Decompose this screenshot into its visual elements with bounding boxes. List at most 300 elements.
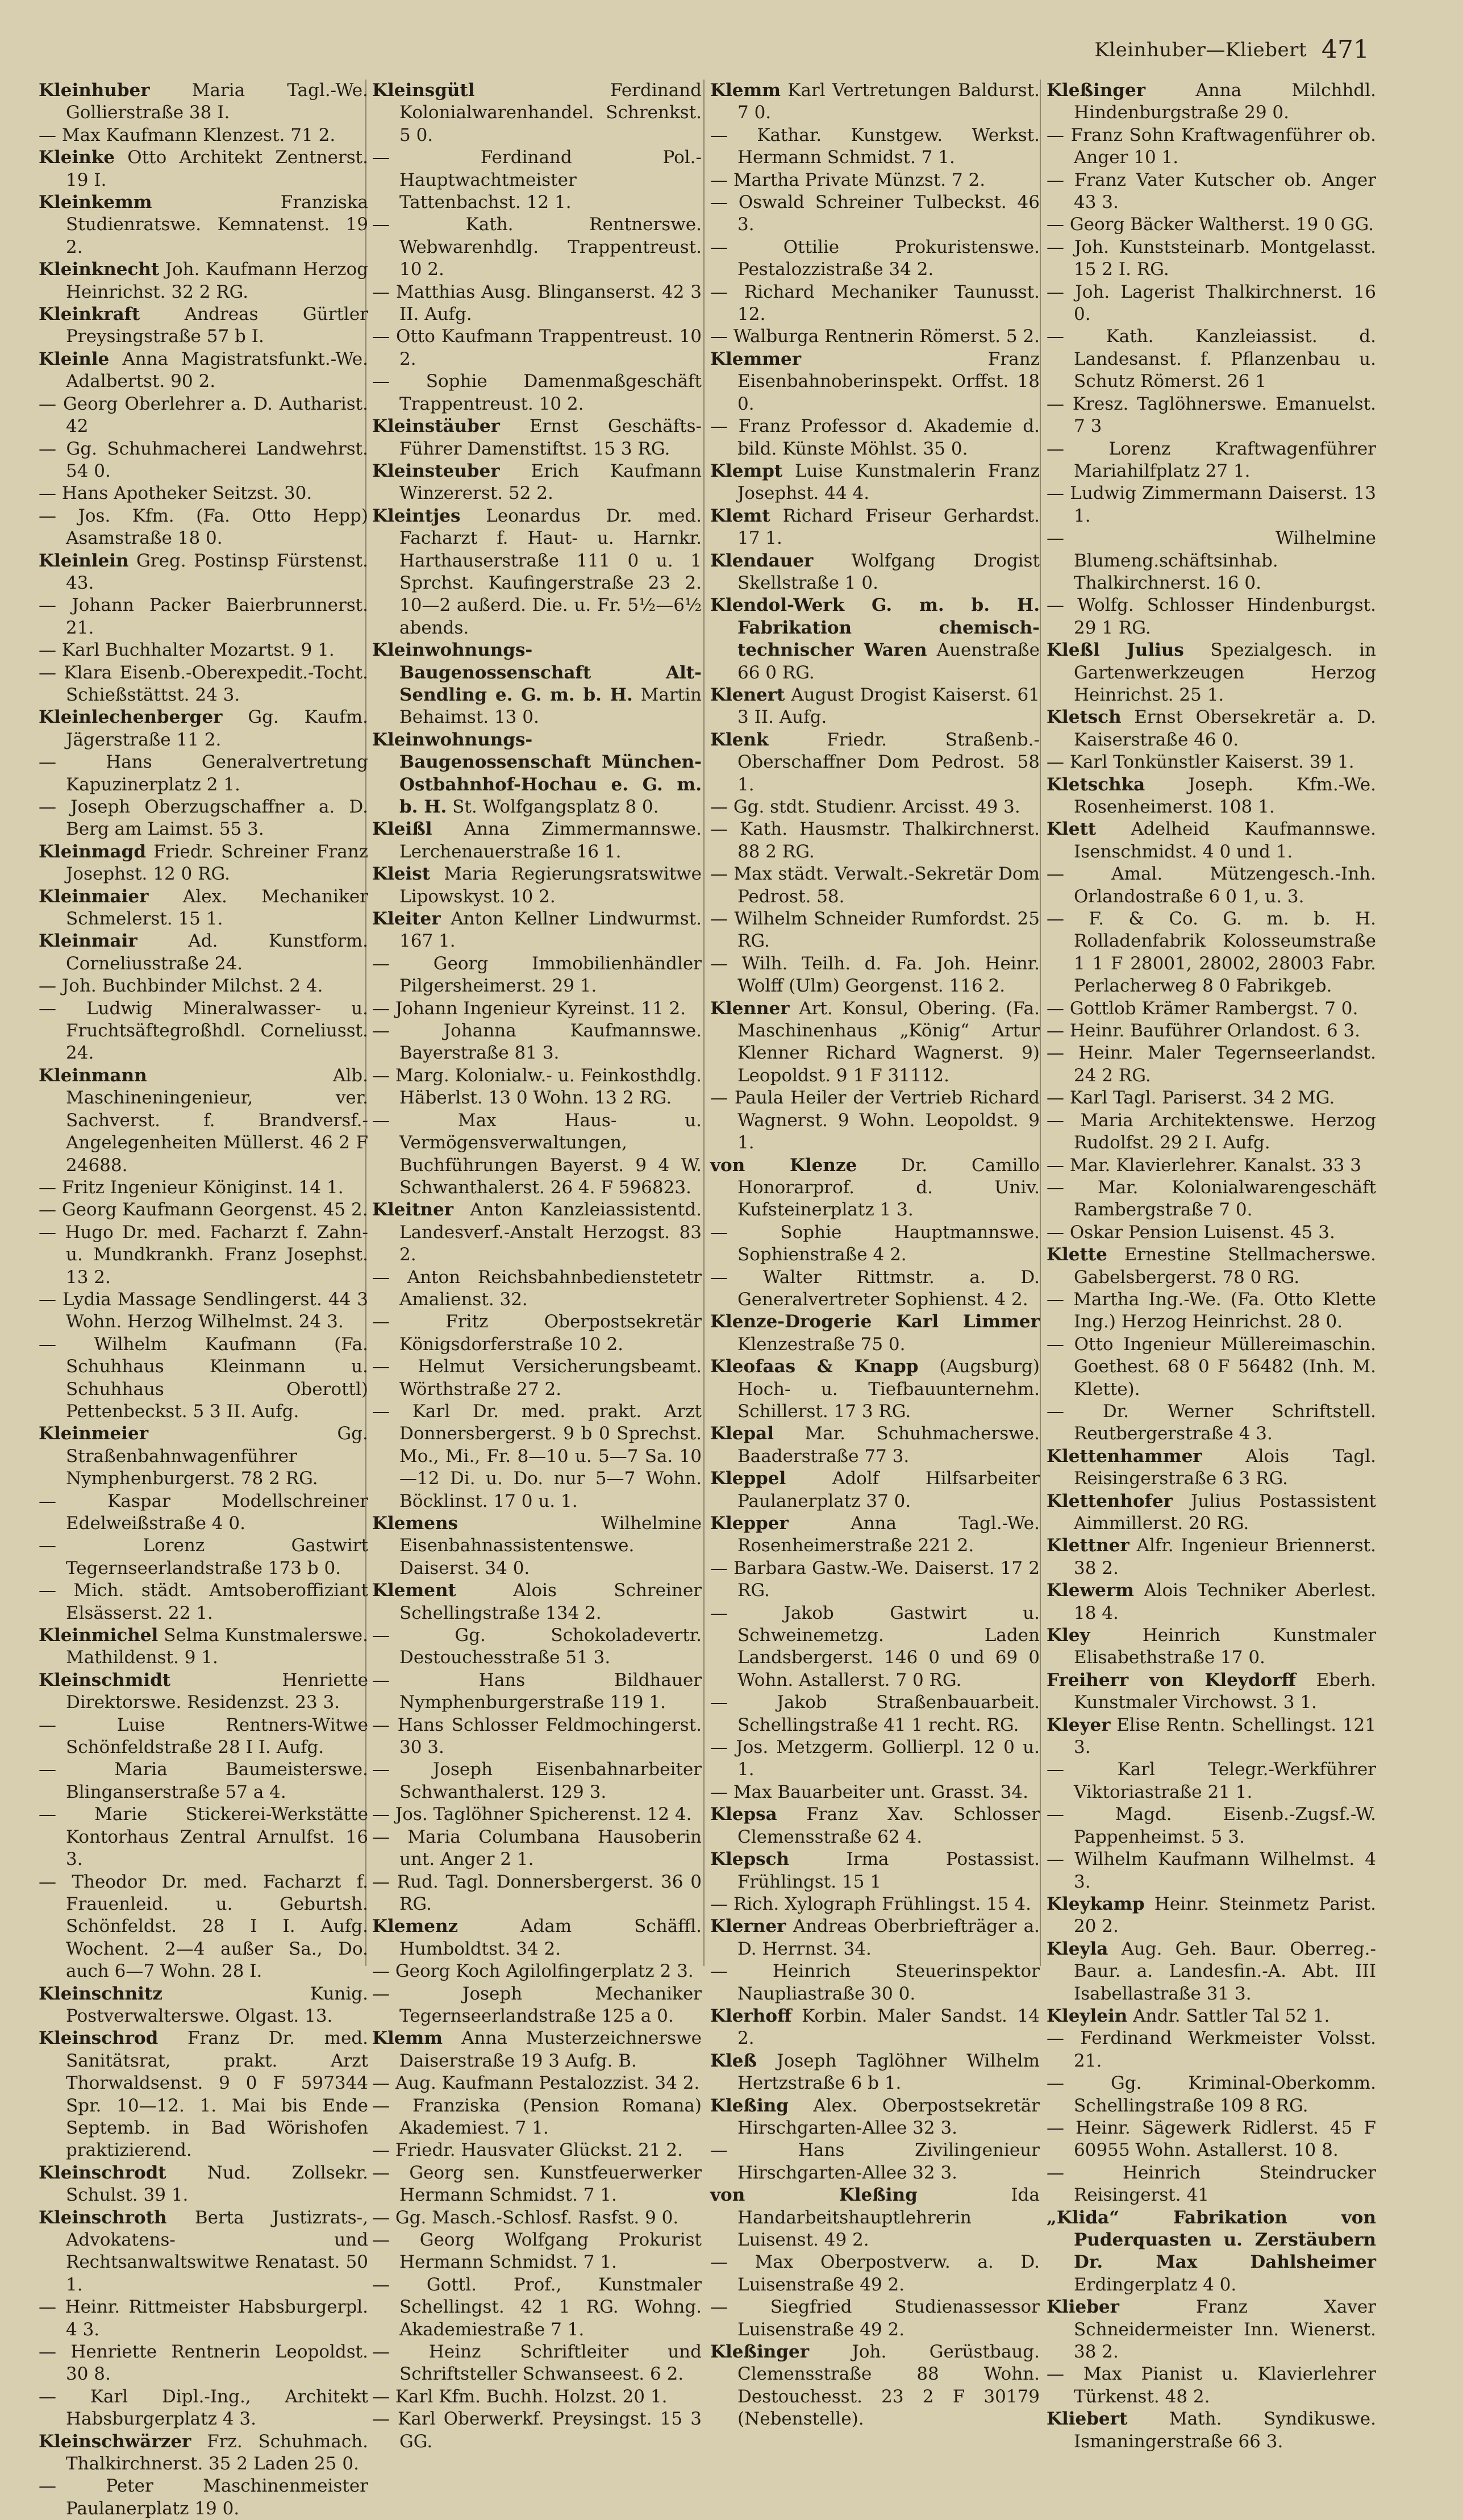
entry-surname: Kleyla [1047,1938,1108,1959]
entry-surname: Kleinlein [39,550,129,571]
entry-surname: Kleinschnitz [39,1983,162,2004]
entry-text: — Hans Generalvertretung Kapuzinerplatz 2 1. [39,752,368,795]
directory-entry [710,2005,1040,2050]
entry-text: — Mich. städt. Amtsoberoffiziant Elsässerst. 22 1. [39,1580,368,1623]
entry-surname: Kleßinger [1047,80,1146,101]
directory-entry [39,1580,368,1625]
directory-entry [710,2184,1040,2251]
directory-entry [372,953,702,998]
directory-entry [1047,124,1376,169]
entry-text: — Max Haus- u. Vermögensverwaltungen, Buchführungen Bayerst. 9 4 W. Schwanthalerst. 26 4. F 596823. [372,1110,702,1198]
entry-text: — Barbara Gastw.-We. Daiserst. 17 2 RG. [710,1557,1040,1601]
directory-entry [1047,438,1376,483]
entry-surname: Kleinwohnungs-Baugenossenschaft München-Ostbahnhof-Hochau e. G. m. b. H. [372,729,702,817]
entry-text: — Franz Professor d. Akademie d. bild. Künste Möhlst. 35 0. [710,416,1040,459]
entry-surname: Kleinhuber [39,80,150,101]
entry-text: Frz. Schuhmach. Thalkirchnerst. 35 2 Laden 25 0. [66,2431,369,2475]
directory-entry [372,1580,702,1625]
column-2 [372,80,702,2452]
entry-text: Henriette Direktorswe. Residenzst. 23 3. [66,1669,368,1713]
directory-entry [372,326,702,370]
directory-entry [1047,1020,1376,1042]
entry-text: — Jos. Kfm. (Fa. Otto Hepp) Asamstraße 18 0. [39,505,368,549]
directory-entry [372,2341,702,2386]
entry-surname: Klendauer [710,550,814,571]
directory-entry [372,908,702,953]
directory-entry [710,348,1040,415]
entry-text: — Wilhelm Schneider Rumfordst. 25 RG. [710,909,1040,952]
directory-entry [1047,2296,1376,2363]
entry-text: Anna Musterzeichnerswe Daiserstraße 19 3 Aufg. B. [399,2028,702,2071]
entry-text: — Joh. Lagerist Thalkirchnerst. 16 0. [1047,281,1376,325]
directory-entry [1047,393,1376,438]
column-rule [1040,80,1041,1966]
entry-text: Korbin. Maler Sandst. 14 2. [737,2005,1040,2049]
entry-text: Leonardus Dr. med. Facharzt f. Haut- u. Harnkr. Harthauserstraße 111 0 u. 1 Sprchst. Kaufingerstraße 23 2. 10—2 außerd. Die. u. Fr. 5½—6½ abends. [399,505,702,638]
entry-surname: Klemmer [710,348,802,369]
entry-surname: Klepper [710,1513,789,1534]
entry-text: — Karl Dipl.-Ing., Architekt Habsburgerplatz 4 3. [39,2386,368,2430]
entry-text: — Georg sen. Kunstfeuerwerker Hermann Schmidst. 7 1. [372,2162,702,2206]
entry-text: — Martha Ing.-We. (Fa. Otto Klette Ing.) Herzog Heinrichst. 28 0. [1047,1289,1376,1332]
directory-entry [39,1714,368,1759]
directory-entry [39,438,368,483]
directory-entry [39,662,368,707]
entry-text: Klenzestraße 75 0. [737,1334,906,1355]
entry-surname: Kleinsteuber [372,460,500,481]
entry-text: Ferdinand Kolonialwarenhandel. Schrenkst. 5 0. [399,80,702,145]
entry-text: — Aug. Kaufmann Pestalozzist. 34 2. [372,2073,700,2094]
entry-surname: Kletsch [1047,707,1122,728]
entry-text: Richard Friseur Gerhardst. 17 1. [737,505,1040,549]
entry-surname: Klepal [710,1423,774,1444]
directory-entry [710,2095,1040,2140]
entry-text: Friedr. Schreiner Franz Josephst. 12 0 RG. [66,841,368,885]
entry-surname: Kleyer [1047,1714,1111,1735]
entry-text: Dr. Camillo Honorarprof. d. Univ. Kufsteinerplatz 1 3. [737,1155,1040,1221]
entry-surname: von Klenze [710,1155,857,1176]
directory-entry [1047,1938,1376,2005]
entry-text: Anna Magistratsfunkt.-We. Adalbertst. 90 2. [66,348,369,392]
directory-entry [372,729,702,819]
directory-entry [710,1960,1040,2005]
directory-entry [372,1759,702,1803]
entry-text: Anna Tagl.-We. Rosenheimerstraße 221 2. [737,1513,1040,1556]
entry-text: Ernst Obersekretär a. D. Kaiserstraße 46 0. [1074,707,1376,750]
directory-entry [372,1960,702,1982]
directory-entry [710,998,1040,1088]
directory-entry [39,124,368,147]
directory-entry [372,2139,702,2161]
entry-text: Alfr. Ingenieur Briennerst. 38 2. [1074,1535,1376,1578]
directory-entry [39,1625,368,1669]
entry-text: — Karl Tagl. Pariserst. 34 2 MG. [1047,1088,1335,1109]
directory-entry [372,1311,702,1356]
entry-surname: Klenert [710,684,785,705]
directory-entry [372,1669,702,1714]
directory-entry [372,147,702,214]
directory-entry [710,1468,1040,1513]
directory-entry [1047,1446,1376,1490]
entry-surname: von Kleßing [710,2185,918,2206]
entry-text: — Karl Buchhalter Mozartst. 9 1. [39,640,335,661]
entry-text: — Franziska (Pension Romana) Akademiest. 7 1. [372,2095,702,2138]
entry-surname: Kleinschroth [39,2207,167,2228]
directory-entry [1047,594,1376,639]
directory-entry [372,1199,702,1266]
entry-text: Andr. Sattler Tal 52 1. [1133,2005,1330,2026]
page-header [1094,35,1369,64]
entry-surname: Kleinke [39,147,115,168]
directory-entry [372,2274,702,2341]
entry-text: — Maria Architektenswe. Herzog Rudolfst. 29 2 I. Aufg. [1047,1110,1376,1153]
entry-text: — Lorenz Gastwirt Tegernseerlandstraße 173 b 0. [39,1535,368,1578]
entry-text: — Helmut Versicherungsbeamt. Wörthstraße 27 2. [372,1356,702,1399]
column-rule [703,80,705,1966]
entry-surname: Klett [1047,819,1097,840]
directory-entry [39,796,368,841]
running-head: Kleinhuber—Kliebert [1094,39,1307,61]
entry-text: — Jos. Taglöhner Spicherenst. 12 4. [372,1804,692,1825]
directory-entry [1047,2117,1376,2162]
directory-entry [1047,1110,1376,1155]
entry-surname: Klette [1047,1244,1107,1265]
directory-entry [710,953,1040,998]
entry-text: Alois Schreiner Schellingstraße 134 2. [399,1580,702,1623]
directory-entry [372,80,702,147]
directory-entry [372,863,702,908]
directory-entry [1047,236,1376,281]
directory-entry [39,1535,368,1580]
entry-text: — Joh. Kunststeinarb. Montgelasst. 15 2 I. RG. [1047,236,1376,280]
directory-entry [39,886,368,931]
directory-entry [1047,639,1376,706]
entry-text: Irma Postassist. Frühlingst. 15 1 [737,1849,1040,1892]
entry-text: — Kresz. Taglöhnerswe. Emanuelst. 7 3 [1047,393,1376,437]
directory-entry [710,236,1040,281]
directory-entry [372,460,702,505]
directory-entry [39,751,368,796]
directory-entry [710,1803,1040,1848]
directory-entry [710,326,1040,348]
entry-text: Aug. Geh. Baur. Oberreg.-Baur. a. Landesfin.-A. Abt. III Isabellastraße 31 3. [1074,1938,1376,2004]
entry-text: Selma Kunstmalerswe. Mathildenst. 9 1. [66,1625,368,1668]
directory-entry [1047,1893,1376,1938]
directory-entry [39,930,368,975]
directory-entry [1047,1222,1376,1244]
entry-text: — Heinr. Bauführer Orlandost. 6 3. [1047,1021,1361,1042]
directory-entry [372,1020,702,1065]
directory-entry [710,1356,1040,1423]
directory-entry [710,1311,1040,1356]
directory-entry [710,2296,1040,2341]
entry-surname: Klepsch [710,1849,789,1870]
directory-entry [372,370,702,415]
entry-text: Andreas Oberbriefträger a. D. Herrnst. 34. [737,1916,1040,1959]
entry-text: — Mar. Kolonialwarengeschäft Rambergstraße 7 0. [1047,1177,1376,1221]
entry-text: — Hans Schlosser Feldmochingerst. 30 3. [372,1714,702,1758]
entry-surname: Kleppel [710,1468,786,1489]
directory-entry [1047,706,1376,751]
entry-text: — Max Oberpostverw. a. D. Luisenstraße 49 2. [710,2252,1040,2295]
directory-entry [39,482,368,505]
directory-entry [710,796,1040,818]
entry-surname: Kleißl [372,819,432,840]
entry-text: Franziska Studienratswe. Kemnatenst. 19 2. [66,192,368,257]
directory-entry [1047,281,1376,326]
entry-surname: Kleinmair [39,931,137,952]
directory-entry [39,706,368,751]
entry-surname: Kleinwohnungs-Baugenossenschaft Alt-Sendling e. G. m. b. H. [372,640,702,705]
directory-entry [710,908,1040,953]
directory-entry [39,1199,368,1221]
directory-entry [1047,1289,1376,1334]
entry-text: Franz Eisenbahnoberinspekt. Orffst. 18 0. [737,348,1040,414]
entry-text: — Magd. Eisenb.-Zugsf.-W. Pappenheimst. 5 3. [1047,1804,1376,1847]
directory-entry [39,1423,368,1490]
entry-text: Kunig. Postverwalterswe. Olgast. 13. [66,1983,368,2026]
directory-entry [710,2251,1040,2296]
entry-text: — Friedr. Hausvater Glückst. 21 2. [372,2140,683,2161]
entry-text: Wolfgang Drogist Skellstraße 1 0. [737,550,1040,593]
entry-text: — Heinz Schriftleiter und Schriftsteller Schwanseest. 6 2. [372,2342,702,2385]
directory-entry [710,818,1040,863]
entry-text: — Johanna Kaufmannswe. Bayerstraße 81 3. [372,1021,702,1064]
directory-entry [1047,1177,1376,1222]
entry-surname: Kleinmagd [39,841,146,862]
directory-entry [39,2475,368,2520]
directory-entry [372,2072,702,2094]
directory-entry [39,639,368,661]
directory-entry [39,2341,368,2386]
entry-surname: Kleinle [39,348,110,369]
entry-text: — Lydia Massage Sendlingerst. 44 3 Wohn. Herzog Wilhelmst. 24 3. [39,1289,368,1332]
entry-surname: Kleist [372,864,430,885]
entry-text: — Lorenz Kraftwagenführer Mariahilfplatz 27 1. [1047,438,1376,481]
entry-text: — Oswald Schreiner Tulbeckst. 46 3. [710,192,1040,235]
entry-text: — Gg. Schuhmacherei Landwehrst. 54 0. [39,438,368,481]
column-4 [1047,80,1377,2452]
entry-text: Ida Handarbeitshauptlehrerin Luisenst. 49 2. [737,2185,1040,2250]
directory-entry [372,2027,702,2072]
entry-text: — Kath. Rentnerswe. Webwarenhdlg. Trappentreust. 10 2. [372,214,702,280]
directory-entry [710,2341,1040,2431]
entry-surname: Klettenhammer [1047,1446,1202,1467]
directory-entry [39,1669,368,1714]
entry-surname: Freiherr von Kleydorff [1047,1669,1296,1690]
entry-text: — Walburga Rentnerin Römerst. 5 2. [710,326,1040,347]
entry-text: — Anton Reichsbahnbedienstetetr Amalienst. 32. [372,1267,702,1310]
entry-text: Berta Justizrats-, Advokatens- und Rechtsanwaltswitwe Renatast. 50 1. [66,2207,368,2295]
directory-entry [1047,1759,1376,1803]
entry-surname: Kleinlechenberger [39,707,223,728]
entry-text: — Fritz Oberpostsekretär Königsdorferstraße 10 2. [372,1311,702,1355]
entry-text: — Walter Rittmstr. a. D. Generalvertreter Sophienst. 4 2. [710,1267,1040,1310]
entry-text: Alex. Mechaniker Schmelerst. 15 1. [66,886,368,930]
directory-entry [39,1803,368,1871]
entry-surname: Klepsa [710,1804,777,1825]
entry-text: — Ludwig Mineralwasser- u. Fruchtsäftegroßhdl. Corneliusst. 24. [39,998,368,1064]
entry-text: — Gg. Masch.-Schlosf. Rasfst. 9 0. [372,2207,679,2228]
entry-text: — Sophie Hauptmannswe. Sophienstraße 4 2. [710,1222,1040,1265]
entry-text: Franz Dr. med. Sanitätsrat, prakt. Arzt Thorwaldsenst. 9 0 F 597344 Spr. 10—12. 1. Mai bis Ende Septemb. in Bad Wörishofen praktizierend. [66,2028,368,2161]
entry-text: — Theodor Dr. med. Facharzt f. Frauenleid. u. Geburtsh. Schönfeldst. 28 I I. Aufg. Wochent. 2—4 außer Sa., Do. auch 6—7 Wohn. 28 I. [39,1871,368,1982]
entry-text: — Rich. Xylograph Frühlingst. 15 4. [710,1893,1031,1914]
entry-surname: Klempt [710,460,783,481]
directory-entry [39,1490,368,1535]
directory-entry [1047,1580,1376,1625]
directory-entry [710,1602,1040,1692]
directory-entry [372,2207,702,2229]
entry-text: — Gottl. Prof., Kunstmaler Schellingst. 42 1 RG. Wohng. Akademiestraße 7 1. [372,2274,702,2340]
directory-entry [710,281,1040,326]
entry-text: Maria Tagl.-We. Gollierstraße 38 I. [66,80,368,123]
entry-text: Auenstraße 66 0 RG. [737,640,1040,683]
directory-entry [39,2296,368,2341]
entry-surname: Kleinmeier [39,1423,149,1444]
directory-entry [710,1848,1040,1893]
entry-text: — Marie Stickerei-Werkstätte Kontorhaus Zentral Arnulfst. 16 3. [39,1804,368,1870]
directory-entry [710,1513,1040,1557]
entry-surname: Kleinsgütl [372,80,475,101]
directory-entry [372,2162,702,2207]
entry-text: Anton Kanzleiassistentd. Landesverf.-Anstalt Herzogst. 83 2. [399,1199,702,1265]
entry-text: Heinrich Kunstmaler Elisabethstraße 17 0. [1074,1625,1377,1668]
directory-entry [39,1334,368,1423]
entry-surname: Kleintjes [372,505,461,526]
directory-entry [1047,1848,1376,1893]
directory-entry [710,460,1040,505]
directory-entry [372,281,702,326]
entry-text: — Rud. Tagl. Donnersbergerst. 36 0 RG. [372,1871,702,1914]
directory-entry [1047,1490,1376,1535]
entry-text: — Johann Ingenieur Kyreinst. 11 2. [372,998,686,1019]
entry-surname: Klement [372,1580,456,1601]
entry-text: Anna Zimmermannswe. Lerchenauerstraße 16 1. [399,819,702,862]
entry-text: — Georg Koch Agilolfingerplatz 2 3. [372,1961,694,1982]
entry-text: Otto Architekt Zentnerst. 19 I. [66,147,368,190]
entry-text: — Jakob Gastwirt u. Schweinemetzg. Laden Landsbergerst. 146 0 und 69 0 Wohn. Astallerst. 7 0 RG. [710,1602,1040,1690]
entry-surname: Kleylein [1047,2005,1128,2026]
directory-entry [710,729,1040,796]
entry-surname: Klewerm [1047,1580,1134,1601]
entry-text: Joseph. Kfm.-We. Rosenheimerst. 108 1. [1074,774,1376,817]
directory-entry [1047,1535,1376,1580]
directory-entry [1047,1244,1376,1289]
directory-entry [372,2095,702,2140]
entry-text: Ad. Kunstform. Corneliusstraße 24. [66,931,369,974]
entry-text: — Martha Private Münzst. 7 2. [710,169,986,190]
directory-entry [372,2386,702,2408]
directory-entry [372,2229,702,2274]
directory-entry [710,1155,1040,1222]
directory-entry [1047,818,1376,863]
directory-entry [39,259,368,303]
entry-text: — Johann Packer Baierbrunnerst. 21. [39,595,368,638]
entry-text: Alois Tagl. Reisingerstraße 6 3 RG. [1074,1446,1376,1489]
directory-entry [372,1826,702,1871]
directory-entry [39,1177,368,1199]
directory-entry [372,1871,702,1916]
directory-entry [710,1736,1040,1781]
directory-entry [39,1759,368,1803]
entry-surname: Klerhoff [710,2005,792,2026]
directory-entry [710,863,1040,908]
directory-entry [1047,2005,1376,2027]
entry-text: Maria Regierungsratswitwe Lipowskyst. 10 2. [399,864,702,907]
entry-text: Alex. Oberpostsekretär Hirschgarten-Allee 32 3. [737,2095,1040,2138]
entry-text: Erich Kaufmann Winzererst. 52 2. [399,460,702,504]
entry-surname: Klemt [710,505,770,526]
entry-surname: Kleinmann [39,1065,147,1086]
entry-surname: Klieber [1047,2297,1119,2318]
entry-text: — Max städt. Verwalt.-Sekretär Dom Pedrost. 58. [710,864,1040,907]
entry-text: — Ludwig Zimmermann Daiserst. 13 1. [1047,483,1376,526]
directory-entry [372,1065,702,1110]
entry-text: — Karl Oberwerkf. Preysingst. 15 3 GG. [372,2409,702,2452]
entry-text: Math. Syndikuswe. Ismaningerstraße 66 3. [1074,2409,1376,2452]
directory-entry [372,639,702,729]
entry-text: Mar. Schuhmacherswe. Baaderstraße 77 3. [737,1423,1040,1467]
directory-entry [1047,2408,1376,2453]
directory-entry [39,2386,368,2431]
entry-surname: Kleinschrod [39,2028,159,2049]
directory-entry [710,169,1040,191]
entry-text: — Luise Rentners-Witwe Schönfeldstraße 28 I I. Aufg. [39,1714,368,1758]
entry-text: — Kathar. Kunstgew. Werkst. Hermann Schmidst. 7 1. [710,124,1040,168]
entry-text: — Max Kaufmann Klenzest. 71 2. [39,124,336,145]
directory-entry [39,975,368,997]
directory-entry [372,1915,702,1960]
entry-text: — Georg Oberlehrer a. D. Autharist. 42 [39,393,368,437]
entry-surname: Kleiter [372,909,441,930]
entry-text: — Klara Eisenb.-Oberexpedit.-Tocht. Schießstättst. 24 3. [39,662,368,705]
directory-entry [710,1267,1040,1311]
entry-text: Anton Kellner Lindwurmst. 167 1. [399,909,702,952]
entry-text: — Fritz Ingenieur Königinst. 14 1. [39,1177,344,1198]
directory-entry [710,1087,1040,1154]
entry-surname: Klenner [710,998,790,1019]
entry-text: — Sophie Damenmaßgeschäft Trappentreust. 10 2. [372,371,702,414]
directory-entry [39,1222,368,1289]
entry-text: — Heinr. Maler Tegernseerlandst. 24 2 RG. [1047,1043,1376,1086]
entry-text: St. Wolfgangsplatz 8 0. [452,797,659,817]
directory-entry [372,1401,702,1513]
entry-surname: Kletschka [1047,774,1145,795]
directory-entry [39,1983,368,2028]
directory-entry [372,214,702,281]
entry-text: — Max Pianist u. Klavierlehrer Türkenst. 48 2. [1047,2364,1376,2407]
directory-entry [1047,1625,1376,1669]
entry-text: Julius Postassistent Aimmillerst. 20 RG. [1074,1490,1376,1534]
entry-text: — Richard Mechaniker Taunusst. 12. [710,281,1040,325]
directory-entry [39,191,368,259]
directory-entry [1047,80,1376,124]
entry-text: — Gg. stdt. Studienr. Arcisst. 49 3. [710,797,1020,817]
entry-text: — Max Bauarbeiter unt. Grasst. 34. [710,1781,1028,1802]
directory-entry [1047,2027,1376,2072]
entry-text: — Kaspar Modellschreiner Edelweißstraße 4 0. [39,1490,368,1534]
directory-entry [1047,2363,1376,2408]
entry-surname: „Klida“ Fabrikation von Puderquasten u. Zerstäubern Dr. Max Dahlsheimer [1047,2207,1376,2273]
entry-text: — Franz Vater Kutscher ob. Anger 43 3. [1047,169,1376,213]
entry-surname: Klettenhofer [1047,1490,1173,1511]
entry-text: — Georg Immobilienhändler Pilgersheimerst. 29 1. [372,953,702,997]
entry-surname: Kleß [710,2050,757,2071]
directory-entry [372,1714,702,1759]
entry-text: Joh. Gerüstbaug. Clemensstraße 88 Wohn. Destouchesst. 23 2 F 30179 (Nebenstelle). [737,2342,1040,2430]
entry-text: — Amal. Mützengesch.-Inh. Orlandostraße 6 0 1, u. 3. [1047,864,1376,907]
